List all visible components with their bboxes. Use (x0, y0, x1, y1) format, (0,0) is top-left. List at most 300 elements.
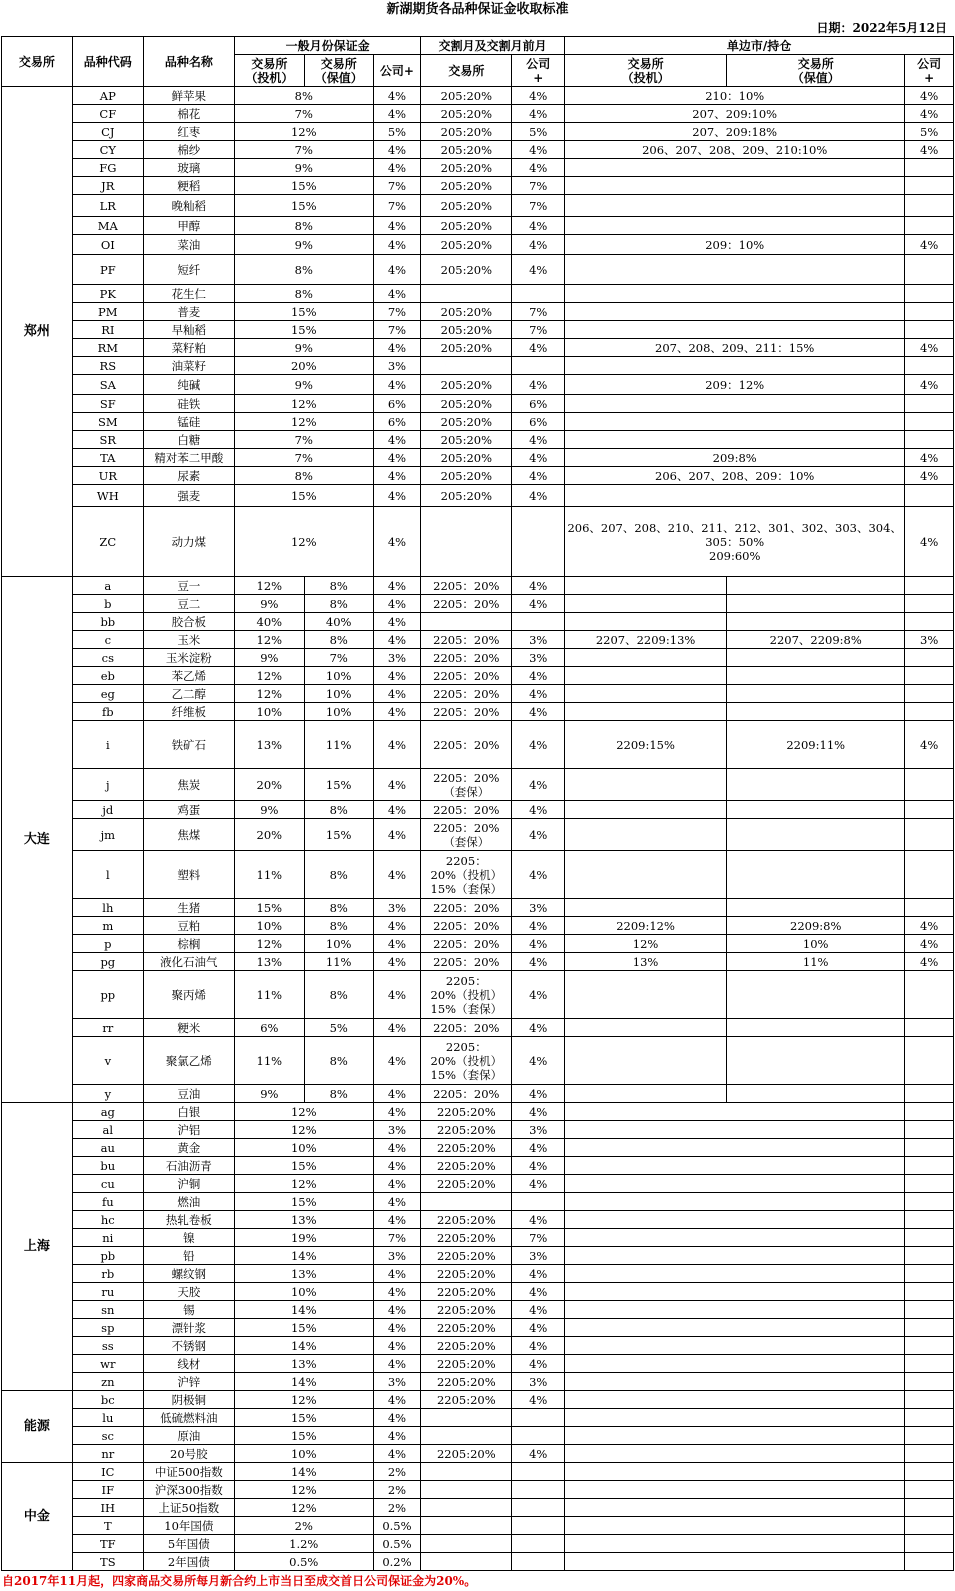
unilateral-cell (565, 285, 905, 303)
delivery-company-cell: 4% (512, 1085, 565, 1103)
name-cell: 黄金 (143, 1139, 234, 1157)
company-plus-cell: 4% (373, 1409, 421, 1427)
table-row (2, 1301, 954, 1319)
general-margin-cell: 7% (234, 141, 373, 159)
unilateral-company-cell: 5% (905, 123, 954, 141)
company-plus-cell: 4% (373, 467, 421, 485)
table-row (2, 1157, 954, 1175)
hedge-margin-cell: 10% (304, 935, 373, 953)
name-cell: 10年国债 (143, 1517, 234, 1535)
general-margin-cell: 15% (234, 485, 373, 507)
general-margin-cell: 14% (234, 1373, 373, 1391)
delivery-company-cell (512, 285, 565, 303)
delivery-company-cell: 4% (512, 1301, 565, 1319)
company-plus-cell: 4% (373, 1391, 421, 1409)
name-cell: 20号胶 (143, 1445, 234, 1463)
delivery-company-cell: 4% (512, 801, 565, 819)
unilateral-spec-cell: 2209:12% (565, 917, 727, 935)
delivery-company-cell: 4% (512, 1445, 565, 1463)
delivery-company-cell: 4% (512, 467, 565, 485)
unilateral-cell (565, 395, 905, 413)
table-row (2, 303, 954, 321)
delivery-company-cell: 4% (512, 1283, 565, 1301)
unilateral-cell (565, 1157, 905, 1175)
delivery-company-cell (512, 1517, 565, 1535)
delivery-cell: 2205:20% (421, 1301, 512, 1319)
unilateral-company-cell (905, 431, 954, 449)
name-cell: 纯碱 (143, 375, 234, 395)
name-cell: 强麦 (143, 485, 234, 507)
delivery-cell: 205:20% (421, 303, 512, 321)
delivery-cell: 2205： 20%（投机） 15%（套保） (421, 1037, 512, 1085)
delivery-company-cell (512, 1481, 565, 1499)
general-margin-cell: 8% (234, 255, 373, 285)
delivery-company-cell: 4% (512, 431, 565, 449)
unilateral-hedge-cell: 11% (727, 953, 905, 971)
hedge-margin-cell: 8% (304, 851, 373, 899)
name-cell: 原油 (143, 1427, 234, 1445)
delivery-company-cell: 4% (512, 87, 565, 105)
company-plus-cell: 2% (373, 1481, 421, 1499)
unilateral-company-cell (905, 851, 954, 899)
company-plus-cell: 4% (373, 703, 421, 721)
unilateral-cell (565, 1193, 905, 1211)
code-cell: PK (72, 285, 143, 303)
company-plus-cell: 4% (373, 485, 421, 507)
spec-margin-cell: 11% (234, 1037, 304, 1085)
table-row (2, 105, 954, 123)
header-uni-spec: 交易所 （投机） (565, 55, 727, 87)
unilateral-cell (565, 1337, 905, 1355)
delivery-cell: 2205：20% (421, 1019, 512, 1037)
unilateral-company-cell (905, 1193, 954, 1211)
unilateral-cell (565, 1535, 905, 1553)
delivery-company-cell (512, 507, 565, 577)
table-row (2, 631, 954, 649)
spec-margin-cell: 20% (234, 819, 304, 851)
unilateral-cell (565, 1139, 905, 1157)
unilateral-company-cell: 4% (905, 375, 954, 395)
unilateral-hedge-cell: 2207、2209:8% (727, 631, 905, 649)
table-row (2, 1517, 954, 1535)
delivery-cell: 2205:20% (421, 1391, 512, 1409)
code-cell: eb (72, 667, 143, 685)
delivery-cell: 205:20% (421, 217, 512, 235)
unilateral-spec-cell (565, 1019, 727, 1037)
unilateral-company-cell (905, 1211, 954, 1229)
general-margin-cell: 12% (234, 1481, 373, 1499)
delivery-company-cell: 4% (512, 1319, 565, 1337)
code-cell: au (72, 1139, 143, 1157)
unilateral-hedge-cell (727, 1085, 905, 1103)
unilateral-company-cell (905, 217, 954, 235)
code-cell: pb (72, 1247, 143, 1265)
table-row (2, 1337, 954, 1355)
name-cell: 铁矿石 (143, 721, 234, 769)
unilateral-hedge-cell: 2209:11% (727, 721, 905, 769)
delivery-company-cell (512, 1553, 565, 1571)
delivery-cell (421, 357, 512, 375)
unilateral-cell (565, 1553, 905, 1571)
delivery-company-cell (512, 1535, 565, 1553)
company-plus-cell: 7% (373, 303, 421, 321)
unilateral-spec-cell: 13% (565, 953, 727, 971)
unilateral-cell: 206、207、208、210、211、212、301、302、303、304、305：50% 209:60% (565, 507, 905, 577)
name-cell: 玻璃 (143, 159, 234, 177)
table-row (2, 851, 954, 899)
delivery-company-cell: 4% (512, 1391, 565, 1409)
delivery-company-cell: 4% (512, 375, 565, 395)
general-margin-cell: 15% (234, 195, 373, 217)
unilateral-company-cell (905, 1301, 954, 1319)
delivery-company-cell: 3% (512, 631, 565, 649)
unilateral-company-cell (905, 1535, 954, 1553)
date-label: 日期：2022年5月12日 (816, 21, 947, 35)
name-cell: 沪铜 (143, 1175, 234, 1193)
unilateral-cell (565, 1175, 905, 1193)
delivery-cell: 2205：20% (421, 899, 512, 917)
unilateral-cell (565, 1103, 905, 1121)
delivery-company-cell: 4% (512, 1019, 565, 1037)
unilateral-cell (565, 303, 905, 321)
general-margin-cell: 7% (234, 105, 373, 123)
company-plus-cell: 4% (373, 159, 421, 177)
code-cell: hc (72, 1211, 143, 1229)
unilateral-cell (565, 1229, 905, 1247)
spec-margin-cell: 9% (234, 801, 304, 819)
unilateral-company-cell (905, 613, 954, 631)
company-plus-cell: 4% (373, 1193, 421, 1211)
name-cell: 油菜籽 (143, 357, 234, 375)
company-plus-cell: 4% (373, 1139, 421, 1157)
general-margin-cell: 15% (234, 1319, 373, 1337)
table-row (2, 667, 954, 685)
delivery-company-cell (512, 1409, 565, 1427)
general-margin-cell: 13% (234, 1265, 373, 1283)
table-row (2, 1085, 954, 1103)
delivery-company-cell (512, 1499, 565, 1517)
unilateral-company-cell (905, 971, 954, 1019)
code-cell: bc (72, 1391, 143, 1409)
code-cell: SM (72, 413, 143, 431)
unilateral-cell (565, 485, 905, 507)
name-cell: 花生仁 (143, 285, 234, 303)
delivery-cell: 205:20% (421, 485, 512, 507)
unilateral-company-cell (905, 1229, 954, 1247)
company-plus-cell: 4% (373, 1265, 421, 1283)
code-cell: al (72, 1121, 143, 1139)
unilateral-company-cell (905, 255, 954, 285)
company-plus-cell: 4% (373, 577, 421, 595)
unilateral-hedge-cell (727, 971, 905, 1019)
code-cell: JR (72, 177, 143, 195)
code-cell: c (72, 631, 143, 649)
code-cell: RS (72, 357, 143, 375)
general-margin-cell: 15% (234, 1157, 373, 1175)
unilateral-company-cell (905, 1139, 954, 1157)
delivery-company-cell: 4% (512, 105, 565, 123)
unilateral-company-cell (905, 1445, 954, 1463)
table-row (2, 1391, 954, 1409)
code-cell: IF (72, 1481, 143, 1499)
spec-margin-cell: 9% (234, 1085, 304, 1103)
hedge-margin-cell: 8% (304, 595, 373, 613)
name-cell: 乙二醇 (143, 685, 234, 703)
header-name: 品种名称 (143, 37, 234, 87)
name-cell: 红枣 (143, 123, 234, 141)
name-cell: 燃油 (143, 1193, 234, 1211)
table-row (2, 1121, 954, 1139)
name-cell: 动力煤 (143, 507, 234, 577)
delivery-company-cell: 4% (512, 953, 565, 971)
header-delivery-month: 交割月及交割月前月 (421, 37, 565, 55)
delivery-cell: 2205:20% (421, 1103, 512, 1121)
delivery-cell: 2205:20% (421, 1157, 512, 1175)
unilateral-company-cell (905, 195, 954, 217)
delivery-cell: 2205：20% (421, 801, 512, 819)
spec-margin-cell: 12% (234, 667, 304, 685)
company-plus-cell: 3% (373, 1247, 421, 1265)
unilateral-spec-cell (565, 899, 727, 917)
name-cell: 菜油 (143, 235, 234, 255)
delivery-company-cell: 4% (512, 721, 565, 769)
general-margin-cell: 0.5% (234, 1553, 373, 1571)
header-spec: 交易所 （投机） (234, 55, 304, 87)
exchange-cell: 上海 (2, 1103, 73, 1391)
unilateral-spec-cell (565, 703, 727, 721)
code-cell: RM (72, 339, 143, 357)
unilateral-spec-cell (565, 595, 727, 613)
company-plus-cell: 3% (373, 357, 421, 375)
spec-margin-cell: 11% (234, 971, 304, 1019)
name-cell: 早籼稻 (143, 321, 234, 339)
unilateral-cell (565, 177, 905, 195)
general-margin-cell: 8% (234, 285, 373, 303)
code-cell: SA (72, 375, 143, 395)
name-cell: 石油沥青 (143, 1157, 234, 1175)
table-row (2, 917, 954, 935)
exchange-cell: 大连 (2, 577, 73, 1103)
delivery-cell: 205:20% (421, 255, 512, 285)
hedge-margin-cell: 10% (304, 703, 373, 721)
company-plus-cell: 4% (373, 819, 421, 851)
company-plus-cell: 3% (373, 649, 421, 667)
unilateral-cell (565, 1355, 905, 1373)
delivery-cell: 205:20% (421, 413, 512, 431)
table-row (2, 1139, 954, 1157)
unilateral-company-cell (905, 1247, 954, 1265)
table-row (2, 1445, 954, 1463)
delivery-company-cell: 4% (512, 1139, 565, 1157)
delivery-company-cell: 4% (512, 141, 565, 159)
unilateral-company-cell (905, 413, 954, 431)
name-cell: 液化石油气 (143, 953, 234, 971)
delivery-cell: 2205:20% (421, 1175, 512, 1193)
name-cell: 豆二 (143, 595, 234, 613)
company-plus-cell: 4% (373, 255, 421, 285)
name-cell: 粳米 (143, 1019, 234, 1037)
general-margin-cell: 9% (234, 339, 373, 357)
unilateral-company-cell: 4% (905, 235, 954, 255)
unilateral-cell (565, 255, 905, 285)
header-delivery-exchange: 交易所 (421, 55, 512, 87)
unilateral-spec-cell: 2209:15% (565, 721, 727, 769)
unilateral-hedge-cell (727, 801, 905, 819)
name-cell: 鸡蛋 (143, 801, 234, 819)
company-plus-cell: 4% (373, 235, 421, 255)
code-cell: PF (72, 255, 143, 285)
company-plus-cell: 4% (373, 449, 421, 467)
unilateral-hedge-cell (727, 899, 905, 917)
header-delivery-company: 公司 + (512, 55, 565, 87)
general-margin-cell: 7% (234, 449, 373, 467)
general-margin-cell: 12% (234, 395, 373, 413)
table-row (2, 1019, 954, 1037)
name-cell: 不锈钢 (143, 1337, 234, 1355)
code-cell: lh (72, 899, 143, 917)
table-row (2, 721, 954, 769)
name-cell: 生猪 (143, 899, 234, 917)
unilateral-company-cell (905, 577, 954, 595)
company-plus-cell: 4% (373, 1445, 421, 1463)
delivery-cell: 2205： 20%（投机） 15%（套保） (421, 971, 512, 1019)
name-cell: 聚氯乙烯 (143, 1037, 234, 1085)
unilateral-hedge-cell (727, 613, 905, 631)
general-margin-cell: 7% (234, 431, 373, 449)
general-margin-cell: 1.2% (234, 1535, 373, 1553)
name-cell: 硅铁 (143, 395, 234, 413)
delivery-cell (421, 1481, 512, 1499)
unilateral-hedge-cell: 2209:8% (727, 917, 905, 935)
unilateral-spec-cell (565, 685, 727, 703)
company-plus-cell: 3% (373, 1121, 421, 1139)
general-margin-cell: 12% (234, 1175, 373, 1193)
code-cell: CF (72, 105, 143, 123)
name-cell: 鲜苹果 (143, 87, 234, 105)
general-margin-cell: 12% (234, 123, 373, 141)
delivery-company-cell (512, 1463, 565, 1481)
spec-margin-cell: 12% (234, 631, 304, 649)
delivery-cell: 205:20% (421, 177, 512, 195)
code-cell: OI (72, 235, 143, 255)
code-cell: jm (72, 819, 143, 851)
delivery-company-cell: 4% (512, 1355, 565, 1373)
spec-margin-cell: 13% (234, 721, 304, 769)
unilateral-hedge-cell (727, 703, 905, 721)
unilateral-cell (565, 217, 905, 235)
delivery-cell: 2205：20% (421, 685, 512, 703)
hedge-margin-cell: 10% (304, 667, 373, 685)
code-cell: rr (72, 1019, 143, 1037)
general-margin-cell: 10% (234, 1283, 373, 1301)
unilateral-company-cell (905, 1121, 954, 1139)
unilateral-hedge-cell (727, 769, 905, 801)
code-cell: bb (72, 613, 143, 631)
delivery-company-cell: 4% (512, 769, 565, 801)
table-row (2, 87, 954, 105)
unilateral-hedge-cell (727, 595, 905, 613)
unilateral-hedge-cell (727, 685, 905, 703)
general-margin-cell: 10% (234, 1139, 373, 1157)
delivery-company-cell: 4% (512, 1337, 565, 1355)
spec-margin-cell: 12% (234, 685, 304, 703)
spec-margin-cell: 15% (234, 899, 304, 917)
code-cell: zn (72, 1373, 143, 1391)
unilateral-company-cell: 4% (905, 339, 954, 357)
delivery-company-cell (512, 613, 565, 631)
name-cell: 白糖 (143, 431, 234, 449)
table-row (2, 1265, 954, 1283)
delivery-company-cell: 4% (512, 159, 565, 177)
general-margin-cell: 13% (234, 1211, 373, 1229)
name-cell: 焦炭 (143, 769, 234, 801)
general-margin-cell: 15% (234, 1193, 373, 1211)
company-plus-cell: 6% (373, 395, 421, 413)
name-cell: 白银 (143, 1103, 234, 1121)
unilateral-spec-cell (565, 851, 727, 899)
spec-margin-cell: 9% (234, 595, 304, 613)
table-row (2, 769, 954, 801)
unilateral-company-cell: 4% (905, 141, 954, 159)
general-margin-cell: 12% (234, 507, 373, 577)
unilateral-cell (565, 1301, 905, 1319)
table-row (2, 1481, 954, 1499)
delivery-company-cell: 4% (512, 485, 565, 507)
unilateral-company-cell (905, 159, 954, 177)
unilateral-cell (565, 1517, 905, 1535)
name-cell: 菜籽粕 (143, 339, 234, 357)
company-plus-cell: 3% (373, 899, 421, 917)
table-row (2, 1247, 954, 1265)
unilateral-company-cell (905, 685, 954, 703)
delivery-company-cell: 4% (512, 935, 565, 953)
delivery-company-cell: 7% (512, 321, 565, 339)
name-cell: 豆一 (143, 577, 234, 595)
table-row (2, 467, 954, 485)
unilateral-company-cell (905, 1157, 954, 1175)
unilateral-company-cell (905, 1409, 954, 1427)
company-plus-cell: 4% (373, 1103, 421, 1121)
table-row (2, 141, 954, 159)
delivery-cell: 205:20% (421, 431, 512, 449)
code-cell: CY (72, 141, 143, 159)
company-plus-cell: 4% (373, 105, 421, 123)
general-margin-cell: 12% (234, 413, 373, 431)
unilateral-spec-cell: 2207、2209:13% (565, 631, 727, 649)
general-margin-cell: 14% (234, 1337, 373, 1355)
code-cell: nr (72, 1445, 143, 1463)
general-margin-cell: 15% (234, 321, 373, 339)
code-cell: RI (72, 321, 143, 339)
header-hedge: 交易所 （保值） (304, 55, 373, 87)
delivery-cell: 2205：20% (421, 1085, 512, 1103)
delivery-cell (421, 613, 512, 631)
unilateral-cell (565, 1409, 905, 1427)
name-cell: 镍 (143, 1229, 234, 1247)
code-cell: rb (72, 1265, 143, 1283)
unilateral-company-cell (905, 1103, 954, 1121)
delivery-company-cell: 4% (512, 339, 565, 357)
unilateral-cell (565, 1427, 905, 1445)
company-plus-cell: 7% (373, 321, 421, 339)
unilateral-company-cell (905, 801, 954, 819)
delivery-company-cell: 3% (512, 1373, 565, 1391)
unilateral-company-cell (905, 1499, 954, 1517)
delivery-company-cell: 4% (512, 1211, 565, 1229)
unilateral-company-cell (905, 1337, 954, 1355)
delivery-cell: 2205:20% (421, 1247, 512, 1265)
general-margin-cell: 8% (234, 467, 373, 485)
